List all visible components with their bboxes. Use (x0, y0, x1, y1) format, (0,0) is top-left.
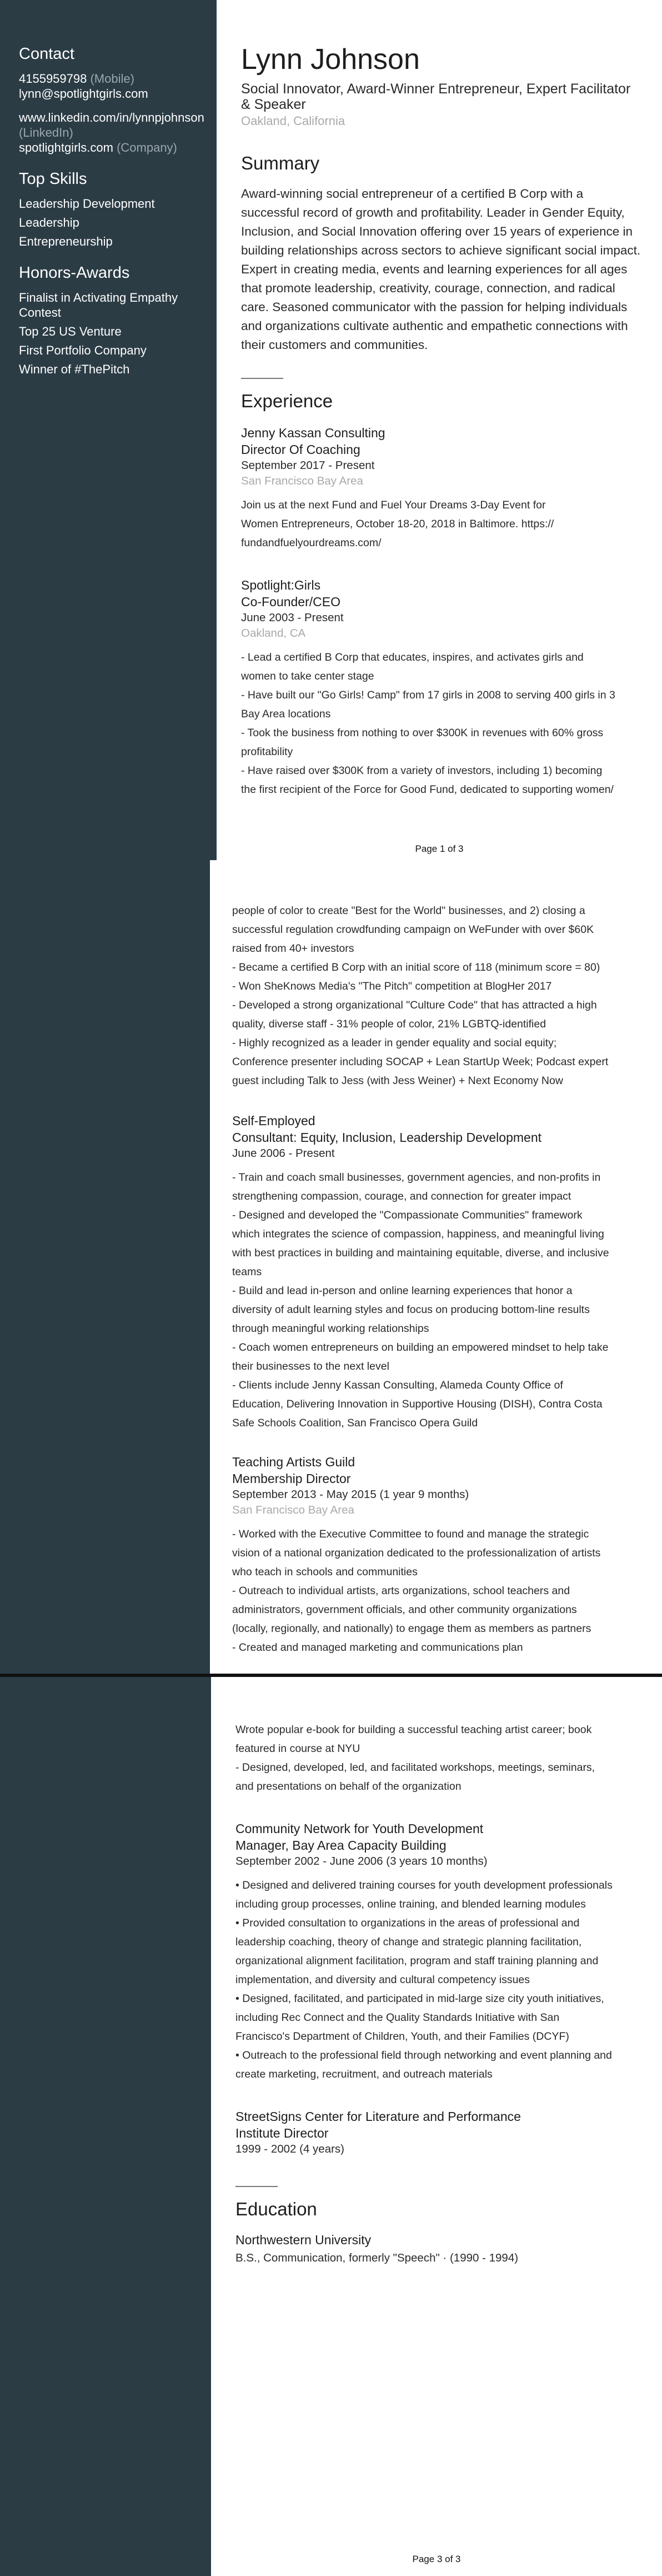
job-title: Consultant: Equity, Inclusion, Leadership Development (232, 1130, 542, 1145)
honor-item: First Portfolio Company (19, 343, 147, 357)
job-company: Jenny Kassan Consulting (241, 426, 385, 440)
sidebar-page-2 (0, 860, 210, 1674)
job-company: Spotlight:Girls (241, 578, 321, 592)
summary-text: Award-winning social entrepreneur of a certified B Corp with a successful record of growth and profitability. Leader in Gender Equity, Inclusion, and Social Innovation offering over 15 years of experience in building relationships across sectors to achieve significant social impact. Expert in creating media, events and learning experiences for all ages that promote leadership, creativity, courage, connection, and radical care. Seasoned communicator with the passion for helping individuals and organizations cultivate authentic and empathetic connections with their customers and communities. (241, 187, 641, 352)
job-line: Education, Delivering Innovation in Supportive Housing (DISH), Contra Costa (232, 1398, 603, 1410)
job-line: • Outreach to the professional field through networking and event planning and (235, 2049, 612, 2061)
job-title: Institute Director (235, 2126, 329, 2140)
sidebar-page-3 (0, 1677, 211, 2576)
job-line: women to take center stage (241, 670, 374, 682)
honor-item: Top 25 US Venture (19, 324, 122, 338)
job-line: with best practices in building and maintaining equitable, diverse, and inclusive (232, 1247, 609, 1259)
skill-item: Leadership (19, 215, 79, 229)
job-line: - Highly recognized as a leader in gender equality and social equity; (232, 1037, 557, 1049)
job-line: strengthening compassion, courage, and connection for greater impact (232, 1190, 571, 1202)
job-line: - Outreach to individual artists, arts organizations, school teachers and (232, 1585, 570, 1597)
job-location: San Francisco Bay Area (241, 475, 363, 487)
job-line: - Became a certified B Corp with an initial score of 118 (minimum score = 80) (232, 961, 600, 974)
page-footer: Page 3 of 3 (412, 2554, 461, 2564)
job-line: implementation, and diversity and cultural competency issues (235, 1974, 530, 1986)
education-school: Northwestern University (235, 2233, 372, 2247)
main-page-3 (211, 1677, 662, 2576)
job-dates: June 2006 - Present (232, 1147, 335, 1160)
job-line: - Coach women entrepreneurs on building an empowered mindset to help take (232, 1341, 609, 1354)
main-page-1 (217, 0, 662, 860)
contact-phone[interactable]: 4155959798 (19, 71, 87, 86)
job-company: Community Network for Youth Development (235, 1821, 484, 1836)
job-entry (232, 1454, 645, 1657)
job-line: their businesses to the next level (232, 1360, 389, 1372)
section-divider (241, 378, 283, 379)
education-heading: Education (235, 2199, 317, 2219)
job-line: create marketing, recruitment, and outreach materials (235, 2068, 493, 2080)
job-entry (241, 577, 643, 799)
job-line: profitability (241, 746, 293, 758)
job-line: • Designed, facilitated, and participated in mid-large size city youth initiatives, (235, 1993, 604, 2005)
job-title: Director Of Coaching (241, 442, 360, 457)
job-line: - Have built our "Go Girls! Camp" from 17 girls in 2008 to serving 400 girls in 3 (241, 689, 615, 701)
job-line: Conference presenter including SOCAP + Lean StartUp Week; Podcast expert (232, 1056, 609, 1068)
job-description (232, 1525, 645, 1657)
job-title: Co-Founder/CEO (241, 595, 340, 609)
job-dates: September 2002 - June 2006 (3 years 10 months) (235, 1855, 488, 1868)
honor-item: Winner of #ThePitch (19, 362, 130, 376)
job-line: people of color to create "Best for the World" businesses, and 2) closing a (232, 905, 585, 917)
job-line: - Build and lead in-person and online learning experiences that honor a (232, 1285, 573, 1297)
job-location: Oakland, CA (241, 627, 306, 640)
job-line: • Designed and delivered training courses for youth development professionals (235, 1879, 613, 1891)
contact-heading: Contact (19, 45, 74, 63)
contact-website-label: (Company) (117, 140, 177, 154)
job-line: raised from 40+ investors (232, 942, 354, 955)
location: Oakland, California (241, 114, 345, 128)
job-line: Bay Area locations (241, 708, 331, 720)
honor-item: Finalist in Activating Empathy Contest (19, 290, 178, 319)
job-description (241, 648, 643, 799)
skill-item: Leadership Development (19, 196, 155, 211)
job-location: San Francisco Bay Area (232, 1504, 354, 1516)
job-line: - Designed, developed, led, and facilitated workshops, meetings, seminars, (235, 1761, 595, 1774)
job-line: - Clients include Jenny Kassan Consulting, Alameda County Office of (232, 1379, 563, 1391)
job-line: successful regulation crowdfunding campaign on WeFunder with over $60K (232, 923, 594, 936)
job-entry-continued (232, 901, 645, 1090)
job-line: quality, diverse staff - 31% people of color, 21% LGBTQ-identified (232, 1018, 546, 1030)
job-line: including Rec Connect and the Quality Standards Initiative with San (235, 2011, 560, 2024)
contact-section (19, 45, 204, 155)
job-entry (241, 425, 643, 552)
job-company: Teaching Artists Guild (232, 1455, 355, 1469)
page-footer: Page 1 of 3 (415, 843, 464, 854)
job-line: leadership coaching, theory of change and strategic planning facilitation, (235, 1936, 582, 1948)
honors-section (19, 264, 200, 377)
job-line: the first recipient of the Force for Good Fund, dedicated to supporting women/ (241, 783, 614, 796)
summary-heading: Summary (241, 153, 320, 173)
top-skills-section (19, 171, 200, 249)
job-line: - Lead a certified B Corp that educates, inspires, and activates girls and (241, 651, 584, 663)
job-entry (232, 1112, 645, 1432)
job-line: - Developed a strong organizational "Culture Code" that has attracted a high (232, 999, 597, 1011)
job-line: who teach in schools and communities (232, 1566, 418, 1578)
job-line: - Designed and developed the "Compassionate Communities" framework (232, 1209, 583, 1221)
sidebar-page-1 (0, 0, 217, 860)
job-line: teams (232, 1266, 262, 1278)
job-line: including group processes, online training, and blended learning modules (235, 1898, 586, 1910)
job-dates: September 2013 - May 2015 (1 year 9 months) (232, 1488, 469, 1501)
job-line: - Train and coach small businesses, government agencies, and non-profits in (232, 1171, 601, 1184)
experience-heading: Experience (241, 391, 333, 411)
job-title: Membership Director (232, 1471, 351, 1486)
job-line: organizational alignment facilitation, program and staff training planning and (235, 1955, 599, 1967)
job-dates: June 2003 - Present (241, 611, 344, 624)
job-title: Manager, Bay Area Capacity Building (235, 1838, 447, 1853)
job-line: (locally, regionally, and nationally) to engage them as members as partners (232, 1623, 591, 1635)
job-line: - Created and managed marketing and communications plan (232, 1641, 523, 1654)
education-degree: B.S., Communication, formerly "Speech" · (1990 - 1994) (235, 2251, 519, 2264)
job-line: which integrates the science of compassion, happiness, and meaningful living (232, 1228, 604, 1240)
job-line: vision of a national organization dedicated to the professionalization of artists (232, 1547, 601, 1559)
job-line[interactable]: Women Entrepreneurs, October 18-20, 2018 in Baltimore. https:// (241, 518, 554, 530)
job-line: - Won SheKnows Media's "The Pitch" competition at BlogHer 2017 (232, 980, 552, 992)
job-line: Join us at the next Fund and Fuel Your Dreams 3-Day Event for (241, 499, 546, 511)
page-title: Lynn Johnson (241, 43, 420, 76)
job-line: - Have raised over $300K from a variety of investors, including 1) becoming (241, 765, 603, 777)
job-entry-continued (235, 1720, 645, 1796)
job-description (232, 1168, 645, 1432)
job-line: guest including Talk to Jess (with Jess Weiner) + Next Economy Now (232, 1075, 563, 1087)
job-line: Wrote popular e-book for building a successful teaching artist career; book (235, 1724, 592, 1736)
contact-linkedin[interactable]: www.linkedin.com/in/lynnpjohnson (19, 110, 204, 124)
main-page-2 (210, 860, 662, 1674)
job-line: featured in course at NYU (235, 1743, 360, 1755)
contact-phone-label: (Mobile) (90, 71, 134, 86)
job-line: Safe Schools Coalition, San Francisco Opera Guild (232, 1417, 478, 1429)
job-description (232, 901, 645, 1090)
job-line: • Provided consultation to organizations in the areas of professional and (235, 1917, 580, 1929)
job-entry (235, 2108, 645, 2157)
job-line: Francisco's Department of Children, Youth, and their Families (DCYF) (235, 2030, 569, 2043)
job-line: through meaningful working relationships (232, 1322, 429, 1335)
job-line: - Took the business from nothing to over $300K in revenues with 60% gross (241, 727, 604, 739)
job-line: diversity of adult learning styles and focus on producing bottom-line results (232, 1304, 590, 1316)
job-company: Self-Employed (232, 1114, 315, 1128)
skill-item: Entrepreneurship (19, 234, 113, 248)
job-description (235, 1876, 645, 2084)
job-company: StreetSigns Center for Literature and Performance (235, 2109, 521, 2124)
contact-website[interactable]: spotlightgirls.com (19, 140, 113, 154)
contact-email[interactable]: lynn@spotlightgirls.com (19, 86, 148, 101)
top-skills-heading: Top Skills (19, 169, 87, 188)
job-line: and presentations on behalf of the organization (235, 1780, 462, 1793)
job-entry (235, 1820, 645, 2084)
job-line: - Worked with the Executive Committee to found and manage the strategic (232, 1528, 589, 1540)
job-description (235, 1720, 645, 1796)
job-line[interactable]: fundandfuelyourdreams.com/ (241, 537, 382, 549)
contact-website-row (19, 140, 200, 155)
job-dates: September 2017 - Present (241, 459, 375, 472)
job-line: administrators, government officials, and other community organizations (232, 1604, 577, 1616)
section-divider (235, 2186, 278, 2187)
contact-phone-row (19, 71, 200, 86)
contact-linkedin-label: (LinkedIn) (19, 125, 73, 139)
job-description (241, 496, 643, 552)
honors-heading: Honors-Awards (19, 263, 130, 282)
job-dates: 1999 - 2002 (4 years) (235, 2143, 345, 2155)
headline: Social Innovator, Award-Winner Entrepreneur, Expert Facilitator & Speaker (241, 81, 631, 112)
